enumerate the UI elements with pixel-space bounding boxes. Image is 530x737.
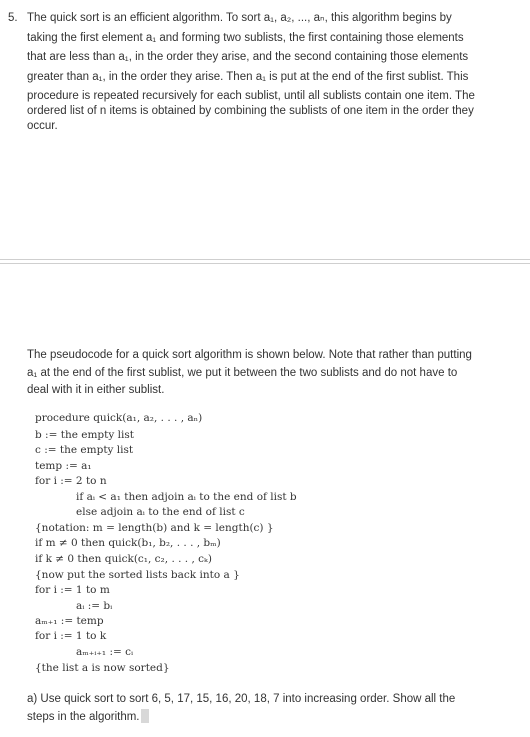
- code-line-7: else adjoin aᵢ to the end of list c: [76, 506, 245, 518]
- code-line-17: {the list a is now sorted}: [35, 662, 170, 674]
- code-line-3: c := the empty list: [35, 444, 134, 456]
- text-cursor: [141, 709, 149, 723]
- pseudocode-intro-line-1: The pseudocode for a quick sort algorithm is shown below. Note that rather than putting: [27, 349, 472, 361]
- code-line-6: if aᵢ < a₁ then adjoin aᵢ to the end of list b: [76, 491, 297, 503]
- code-line-9: if m ≠ 0 then quick(b₁, b₂, . . . , bₘ): [35, 537, 221, 549]
- code-line-5: for i := 2 to n: [35, 475, 107, 487]
- code-line-16: aₘ₊ᵢ₊₁ := cᵢ: [76, 646, 134, 658]
- question-a-line-2-wrap: [27, 708, 517, 726]
- question-a: [27, 690, 517, 726]
- code-line-11: {now put the sorted lists back into a }: [35, 569, 240, 581]
- problem-5-text: [8, 9, 520, 134]
- code-line-2: b := the empty list: [35, 429, 134, 441]
- code-line-13: aᵢ := bᵢ: [76, 600, 113, 612]
- intro-line-4: greater than a₁, in the order they arise. Then a₁ is put at the end of the first sublist. This: [27, 70, 469, 83]
- intro-line-7: occur.: [27, 120, 58, 132]
- problem-number: 5.: [8, 12, 18, 24]
- code-line-12: for i := 1 to m: [35, 584, 110, 596]
- section-divider: [0, 259, 530, 264]
- intro-line-3: that are less than a₁, in the order they arise, and the second containing those elements: [27, 51, 469, 63]
- code-line-14: aₘ₊₁ := temp: [35, 615, 104, 627]
- intro-line-1: The quick sort is an efficient algorithm. To sort a₁, a₂, ..., aₙ, this algorithm begins by: [27, 12, 452, 24]
- intro-line-6: ordered list of n items is obtained by combining the sublists of one item in the order they: [27, 105, 474, 117]
- question-a-line-2: steps in the algorithm.: [27, 711, 140, 723]
- code-line-1: procedure quick(a₁, a₂, . . . , aₙ): [35, 412, 203, 424]
- intro-line-5: procedure is repeated recursively for each sublist, until all sublists contain one item. The: [27, 90, 475, 102]
- code-line-8: {notation: m = length(b) and k = length(c) }: [35, 522, 274, 534]
- code-line-15: for i := 1 to k: [35, 630, 107, 642]
- code-line-10: if k ≠ 0 then quick(c₁, c₂, . . . , cₖ): [35, 553, 212, 565]
- pseudocode-intro: [27, 347, 517, 400]
- intro-line-2: taking the first element a₁ and forming two sublists, the first containing those elements: [27, 31, 464, 44]
- code-line-4: temp := a₁: [35, 460, 92, 472]
- question-a-line-1: a) Use quick sort to sort 6, 5, 17, 15, 16, 20, 18, 7 into increasing order. Show all the: [27, 693, 456, 705]
- pseudocode-intro-line-3: deal with it in either sublist.: [27, 384, 165, 396]
- pseudocode-intro-line-2: a₁ at the end of the first sublist, we put it between the two sublists and do not have to: [27, 366, 458, 379]
